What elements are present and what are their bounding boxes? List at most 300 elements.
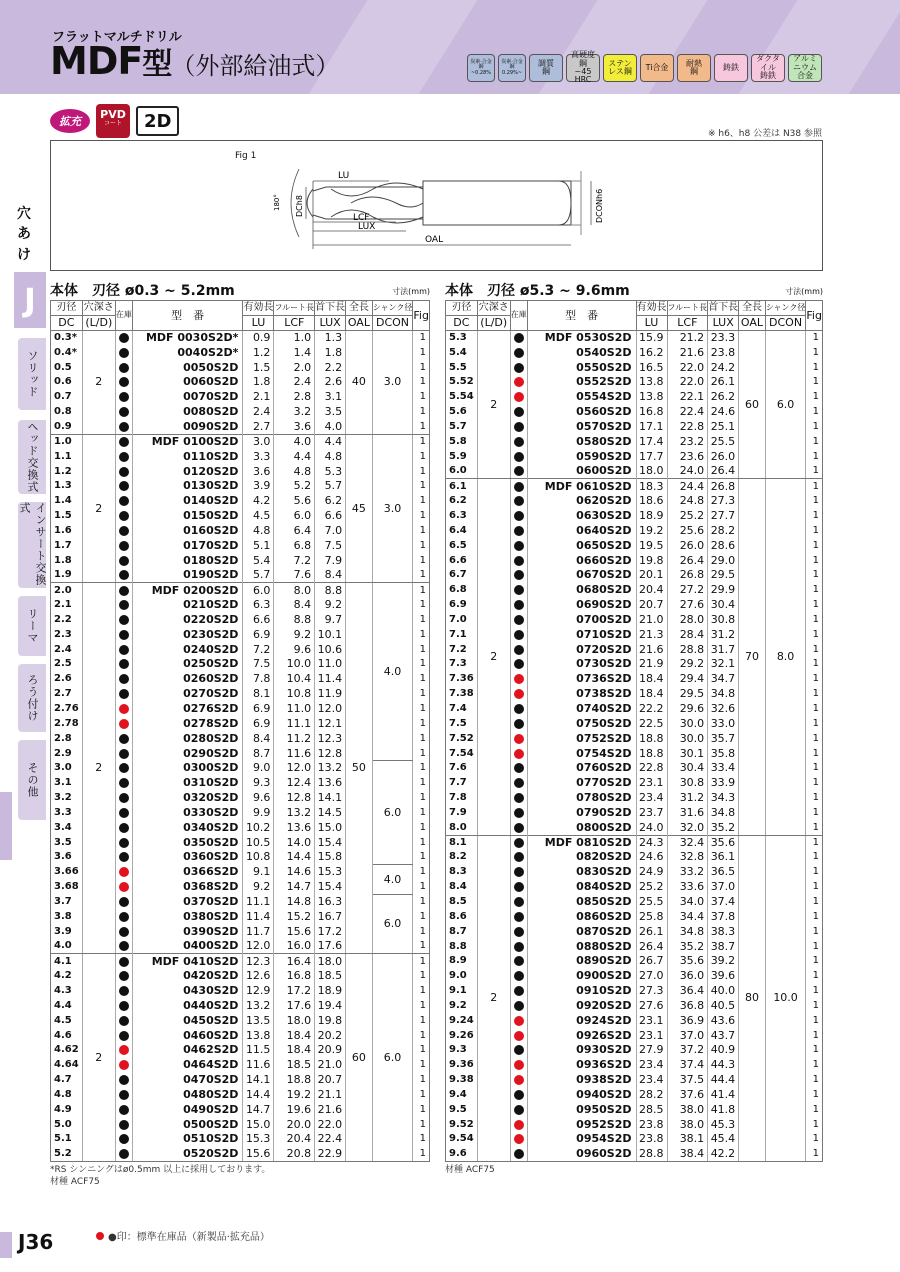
cell-lu: 27.0 [636, 969, 667, 984]
cell-lcf: 18.4 [274, 1043, 315, 1058]
cell-model: 0700S2D [527, 613, 636, 628]
side-accent-bar [0, 792, 12, 860]
cell-stock [115, 464, 132, 479]
cell-stock [510, 954, 527, 969]
pvd-label: PVD [100, 108, 126, 121]
cell-lux: 25.5 [708, 434, 739, 449]
cell-stock [115, 880, 132, 895]
cell-model: 0954S2D [527, 1132, 636, 1147]
cell-model: 0370S2D [132, 895, 243, 910]
cell-lu: 18.3 [636, 479, 667, 494]
cell-model: 0300S2D [132, 761, 243, 776]
cell-model: 0752S2D [527, 731, 636, 746]
cell-lu: 10.8 [243, 850, 274, 865]
cell-lcf: 14.0 [274, 835, 315, 850]
cell-lcf: 13.6 [274, 820, 315, 835]
cell-fig: 1 [806, 642, 823, 657]
header-lux-code: LUX [708, 316, 739, 331]
cell-dc: 4.64 [51, 1058, 83, 1073]
cell-stock [510, 1058, 527, 1073]
cell-dc: 2.5 [51, 657, 83, 672]
cell-lcf: 37.2 [667, 1043, 708, 1058]
cell-fig: 1 [806, 494, 823, 509]
cell-model: 0920S2D [527, 998, 636, 1013]
cell-oal: 80 [739, 835, 766, 1162]
cell-stock [115, 538, 132, 553]
stock-dot-black [119, 852, 129, 862]
cell-lux: 21.6 [315, 1102, 346, 1117]
stock-dot-black [514, 570, 524, 580]
cell-lcf: 4.8 [274, 464, 315, 479]
cell-lu: 20.4 [636, 583, 667, 598]
cell-model: 0554S2D [527, 390, 636, 405]
cell-dc: 9.24 [446, 1013, 478, 1028]
material-icons [467, 50, 822, 85]
stock-dot-black [514, 363, 524, 373]
cell-fig: 1 [413, 1088, 430, 1103]
cell-stock [510, 865, 527, 880]
cell-lcf: 37.0 [667, 1028, 708, 1043]
cell-lcf: 29.5 [667, 687, 708, 702]
cell-lcf: 34.0 [667, 895, 708, 910]
cell-lu: 3.9 [243, 479, 274, 494]
stock-dot-black [514, 1001, 524, 1011]
cell-lcf: 36.8 [667, 998, 708, 1013]
cell-model: 0890S2D [527, 954, 636, 969]
cell-dc: 1.1 [51, 449, 83, 464]
cell-fig: 1 [413, 1058, 430, 1073]
cell-stock [115, 702, 132, 717]
cell-dc: 3.8 [51, 909, 83, 924]
cell-model: 0690S2D [527, 598, 636, 613]
cell-fig: 1 [806, 1102, 823, 1117]
cell-fig: 1 [413, 687, 430, 702]
cell-lcf: 1.4 [274, 345, 315, 360]
cell-lux: 27.7 [708, 509, 739, 524]
cell-stock [115, 449, 132, 464]
stock-dot-red [119, 882, 129, 892]
cell-model: 0924S2D [527, 1013, 636, 1028]
page-number: J36 [18, 1230, 54, 1254]
cell-fig: 1 [806, 1147, 823, 1162]
cell-dc: 7.1 [446, 627, 478, 642]
cell-lu: 22.2 [636, 702, 667, 717]
lu-label: LU [338, 171, 350, 181]
cell-fig: 1 [806, 1013, 823, 1028]
cell-lu: 7.5 [243, 657, 274, 672]
cell-model: 0660S2D [527, 553, 636, 568]
header-dc: 刃径 [446, 301, 478, 316]
cell-lux: 19.4 [315, 998, 346, 1013]
cell-model: 0910S2D [527, 984, 636, 999]
cell-dc: 9.1 [446, 984, 478, 999]
stock-dot-black [119, 1120, 129, 1130]
cell-lux: 15.0 [315, 820, 346, 835]
stock-dot-black [514, 482, 524, 492]
cell-stock [510, 523, 527, 538]
cell-lux: 3.1 [315, 390, 346, 405]
cell-lux: 22.9 [315, 1147, 346, 1162]
cell-lu: 17.4 [636, 434, 667, 449]
header-lcf: フルート長 [667, 301, 708, 316]
cell-dc: 5.4 [446, 345, 478, 360]
cell-stock [510, 568, 527, 583]
series-coolant-type: （外部給油式） [171, 52, 340, 80]
cell-lux: 19.8 [315, 1013, 346, 1028]
cell-lux: 28.2 [708, 523, 739, 538]
cell-model: 0952S2D [527, 1117, 636, 1132]
cell-fig: 1 [806, 360, 823, 375]
cell-model: 0180S2D [132, 553, 243, 568]
cell-dc: 5.2 [51, 1147, 83, 1162]
cell-lu: 15.0 [243, 1117, 274, 1132]
cell-lcf: 8.8 [274, 613, 315, 628]
cell-lu: 24.0 [636, 820, 667, 835]
cell-lu: 18.0 [636, 464, 667, 479]
cell-lu: 13.2 [243, 998, 274, 1013]
cell-stock [115, 895, 132, 910]
cell-dc: 3.66 [51, 865, 83, 880]
cell-lu: 23.1 [636, 1028, 667, 1043]
cell-fig: 1 [806, 1088, 823, 1103]
legend-red-dot [96, 1232, 104, 1240]
dch8-label: DCh8 [295, 195, 304, 217]
cell-dc: 3.0 [51, 761, 83, 776]
header-oal-code: OAL [739, 316, 766, 331]
cell-dc: 4.6 [51, 1028, 83, 1043]
stock-dot-black [119, 1075, 129, 1085]
cell-depth: 2 [82, 954, 115, 1162]
cell-lux: 15.3 [315, 865, 346, 880]
cell-dcon: 3.0 [372, 331, 413, 435]
cell-lux: 45.3 [708, 1117, 739, 1132]
cell-lux: 12.1 [315, 716, 346, 731]
stock-dot-black [514, 719, 524, 729]
stock-dot-black [119, 1001, 129, 1011]
cell-lcf: 9.6 [274, 642, 315, 657]
cell-stock [510, 583, 527, 598]
cell-lu: 16.8 [636, 405, 667, 420]
stock-dot-black [514, 838, 524, 848]
dconh6-label: DCONh6 [595, 188, 604, 223]
cell-fig: 1 [806, 523, 823, 538]
cell-lcf: 8.4 [274, 598, 315, 613]
cell-lcf: 15.6 [274, 924, 315, 939]
cell-dc: 7.3 [446, 657, 478, 672]
cell-stock [115, 434, 132, 449]
material-icon: Ti合金 [640, 54, 674, 82]
cell-fig: 1 [413, 895, 430, 910]
cell-dc: 1.4 [51, 494, 83, 509]
cell-stock [510, 627, 527, 642]
sidetab-brazed[interactable]: ろう付け [18, 664, 46, 732]
stock-dot-black [514, 452, 524, 462]
cell-model: 0350S2D [132, 835, 243, 850]
cell-stock [115, 939, 132, 954]
sidetab-insert-exchange[interactable]: インサート交換式 [18, 502, 47, 586]
cell-lu: 9.2 [243, 880, 274, 895]
cell-lu: 5.4 [243, 553, 274, 568]
footnote: 材種 ACF75 [50, 1176, 100, 1187]
cell-lux: 41.8 [708, 1102, 739, 1117]
cell-model: 0520S2D [132, 1147, 243, 1162]
cell-lu: 10.5 [243, 835, 274, 850]
cell-stock [115, 716, 132, 731]
table-right-title: 本体 刃径 ø5.3 ~ 9.6mm 寸法(mm) [445, 283, 823, 299]
stock-dot-black [514, 496, 524, 506]
cell-lu: 12.3 [243, 954, 274, 969]
cell-stock [510, 1088, 527, 1103]
cell-dc: 4.1 [51, 954, 83, 969]
cell-fig: 1 [413, 672, 430, 687]
sidetab-head-exchange[interactable]: ヘッド交換式 [18, 420, 46, 494]
cell-oal: 45 [346, 434, 373, 582]
cell-lu: 18.6 [636, 494, 667, 509]
cell-lcf: 30.1 [667, 746, 708, 761]
cell-lcf: 3.2 [274, 405, 315, 420]
cell-fig: 1 [413, 909, 430, 924]
header-lcf: フルート長 [274, 301, 315, 316]
stock-dot-red [119, 704, 129, 714]
cell-lux: 4.0 [315, 420, 346, 435]
cell-fig: 1 [413, 746, 430, 761]
cell-lcf: 16.8 [274, 969, 315, 984]
cell-lux: 4.4 [315, 434, 346, 449]
cell-lcf: 26.8 [667, 568, 708, 583]
cell-lu: 21.0 [636, 613, 667, 628]
cell-model: 0740S2D [527, 702, 636, 717]
legend-text: ●印：標準在庫品（新製品·拡充品） [108, 1232, 270, 1243]
cell-lcf: 11.1 [274, 716, 315, 731]
stock-dot-black [514, 1105, 524, 1115]
cell-lu: 23.8 [636, 1117, 667, 1132]
cell-dc: 2.9 [51, 746, 83, 761]
cell-lu: 6.9 [243, 702, 274, 717]
cell-dc: 1.6 [51, 523, 83, 538]
cell-lu: 27.9 [636, 1043, 667, 1058]
cell-dc: 8.4 [446, 880, 478, 895]
cell-fig: 1 [806, 776, 823, 791]
side-char-1: 穴 [17, 206, 31, 222]
cell-fig: 1 [806, 672, 823, 687]
table-row [51, 434, 430, 449]
cell-lcf: 12.8 [274, 791, 315, 806]
cell-stock [510, 1117, 527, 1132]
cell-lcf: 29.2 [667, 657, 708, 672]
cell-lcf: 22.4 [667, 405, 708, 420]
cell-lu: 26.1 [636, 924, 667, 939]
cell-stock [115, 1088, 132, 1103]
cell-stock [115, 553, 132, 568]
cell-lcf: 34.4 [667, 909, 708, 924]
table-row [446, 479, 823, 494]
stock-dot-red [119, 719, 129, 729]
cell-lux: 36.1 [708, 850, 739, 865]
cell-model: 0040S2D* [132, 345, 243, 360]
cell-lcf: 18.0 [274, 1013, 315, 1028]
cell-stock [115, 791, 132, 806]
stock-dot-black [514, 942, 524, 952]
cell-fig: 1 [413, 360, 430, 375]
cell-dc: 3.4 [51, 820, 83, 835]
cell-lu: 1.2 [243, 345, 274, 360]
header-stock: 在庫 [115, 301, 132, 331]
cell-model: 0368S2D [132, 880, 243, 895]
cell-lcf: 25.2 [667, 509, 708, 524]
cell-fig: 1 [413, 716, 430, 731]
cell-dc: 5.3 [446, 331, 478, 346]
cell-fig: 1 [806, 731, 823, 746]
cell-oal: 50 [346, 583, 373, 954]
cell-dc: 3.6 [51, 850, 83, 865]
cell-model: 0240S2D [132, 642, 243, 657]
cell-stock [510, 1043, 527, 1058]
cell-lu: 9.1 [243, 865, 274, 880]
stock-dot-black [119, 927, 129, 937]
cell-lcf: 11.0 [274, 702, 315, 717]
stock-dot-red [514, 689, 524, 699]
cell-fig: 1 [413, 1147, 430, 1162]
cell-lcf: 29.4 [667, 672, 708, 687]
spec-table-right-block [445, 280, 823, 1177]
stock-dot-black [119, 674, 129, 684]
cell-model: 0880S2D [527, 939, 636, 954]
cell-fig: 1 [806, 568, 823, 583]
cell-fig: 1 [806, 331, 823, 346]
cell-model: 0462S2D [132, 1043, 243, 1058]
cell-fig: 1 [806, 835, 823, 850]
cell-lcf: 28.8 [667, 642, 708, 657]
stock-dot-black [514, 556, 524, 566]
header-dcon: シャンク径 [372, 301, 413, 316]
cell-dc: 6.2 [446, 494, 478, 509]
cell-lu: 25.8 [636, 909, 667, 924]
cell-lcf: 6.8 [274, 538, 315, 553]
cell-fig: 1 [806, 954, 823, 969]
stock-dot-black [119, 363, 129, 373]
cell-lu: 19.2 [636, 523, 667, 538]
stock-dot-red [514, 1134, 524, 1144]
cell-lcf: 3.6 [274, 420, 315, 435]
cell-lu: 2.1 [243, 390, 274, 405]
cell-lux: 7.5 [315, 538, 346, 553]
cell-dc: 7.4 [446, 702, 478, 717]
stock-dot-red [514, 392, 524, 402]
cell-lux: 11.0 [315, 657, 346, 672]
cell-lu: 7.2 [243, 642, 274, 657]
cell-lu: 2.7 [243, 420, 274, 435]
cell-lux: 18.9 [315, 984, 346, 999]
header-dc-code: DC [51, 316, 83, 331]
cell-fig: 1 [413, 1132, 430, 1147]
sidetab-others[interactable]: その他 [18, 740, 46, 820]
cell-model: 0450S2D [132, 1013, 243, 1028]
cell-stock [115, 390, 132, 405]
cell-fig: 1 [806, 998, 823, 1013]
cell-model: 0278S2D [132, 716, 243, 731]
cell-lcf: 38.0 [667, 1102, 708, 1117]
cell-stock [510, 969, 527, 984]
cell-model: 0600S2D [527, 464, 636, 479]
cell-dc: 0.3* [51, 331, 83, 346]
cell-lcf: 2.4 [274, 375, 315, 390]
cell-lux: 35.8 [708, 746, 739, 761]
cell-lu: 14.1 [243, 1073, 274, 1088]
cell-lux: 9.7 [315, 613, 346, 628]
cell-lux: 40.5 [708, 998, 739, 1013]
cell-model: 0840S2D [527, 880, 636, 895]
cell-model: 0276S2D [132, 702, 243, 717]
cell-model: MDF 0410S2D [132, 954, 243, 969]
cell-lu: 4.8 [243, 523, 274, 538]
pvd-coat-badge [96, 104, 130, 138]
cell-model: 0480S2D [132, 1088, 243, 1103]
badge-row [50, 104, 179, 138]
cell-fig: 1 [806, 687, 823, 702]
cell-fig: 1 [413, 523, 430, 538]
cell-stock [510, 731, 527, 746]
cell-fig: 1 [413, 420, 430, 435]
cell-lu: 23.4 [636, 1058, 667, 1073]
cell-dcon: 4.0 [372, 865, 413, 895]
cell-lux: 37.0 [708, 880, 739, 895]
cell-lux: 18.5 [315, 969, 346, 984]
cell-model: 0470S2D [132, 1073, 243, 1088]
cell-stock [510, 746, 527, 761]
cell-lux: 2.6 [315, 375, 346, 390]
stock-dot-black [119, 377, 129, 387]
cell-depth: 2 [82, 434, 115, 582]
cell-lcf: 30.0 [667, 716, 708, 731]
cell-fig: 1 [413, 835, 430, 850]
cell-model: 0440S2D [132, 998, 243, 1013]
cell-lux: 18.0 [315, 954, 346, 969]
cell-lcf: 23.2 [667, 434, 708, 449]
cell-stock [510, 672, 527, 687]
cell-fig: 1 [806, 791, 823, 806]
cell-lux: 30.4 [708, 598, 739, 613]
cell-model: 0250S2D [132, 657, 243, 672]
cell-stock [115, 954, 132, 969]
stock-dot-black [119, 333, 129, 343]
cell-lu: 20.1 [636, 568, 667, 583]
table-row [446, 835, 823, 850]
cell-stock [510, 360, 527, 375]
cell-lcf: 4.4 [274, 449, 315, 464]
cell-stock [115, 345, 132, 360]
cell-lu: 22.8 [636, 761, 667, 776]
stock-dot-black [514, 956, 524, 966]
stock-dot-black [119, 1149, 129, 1159]
cell-fig: 1 [413, 880, 430, 895]
cell-lu: 15.6 [243, 1147, 274, 1162]
cell-dc: 8.5 [446, 895, 478, 910]
cell-stock [115, 568, 132, 583]
cell-lux: 12.3 [315, 731, 346, 746]
cell-stock [510, 375, 527, 390]
cell-dc: 5.0 [51, 1117, 83, 1132]
cell-lcf: 27.2 [667, 583, 708, 598]
cell-fig: 1 [413, 924, 430, 939]
stock-dot-black [119, 467, 129, 477]
cell-lcf: 5.2 [274, 479, 315, 494]
stock-dot-black [514, 630, 524, 640]
cell-lux: 9.2 [315, 598, 346, 613]
cell-dc: 4.4 [51, 998, 83, 1013]
cell-model: 0640S2D [527, 523, 636, 538]
sidetab-reamer[interactable]: リーマ [18, 596, 46, 656]
sidetab-solid[interactable]: ソリッド [18, 338, 46, 410]
